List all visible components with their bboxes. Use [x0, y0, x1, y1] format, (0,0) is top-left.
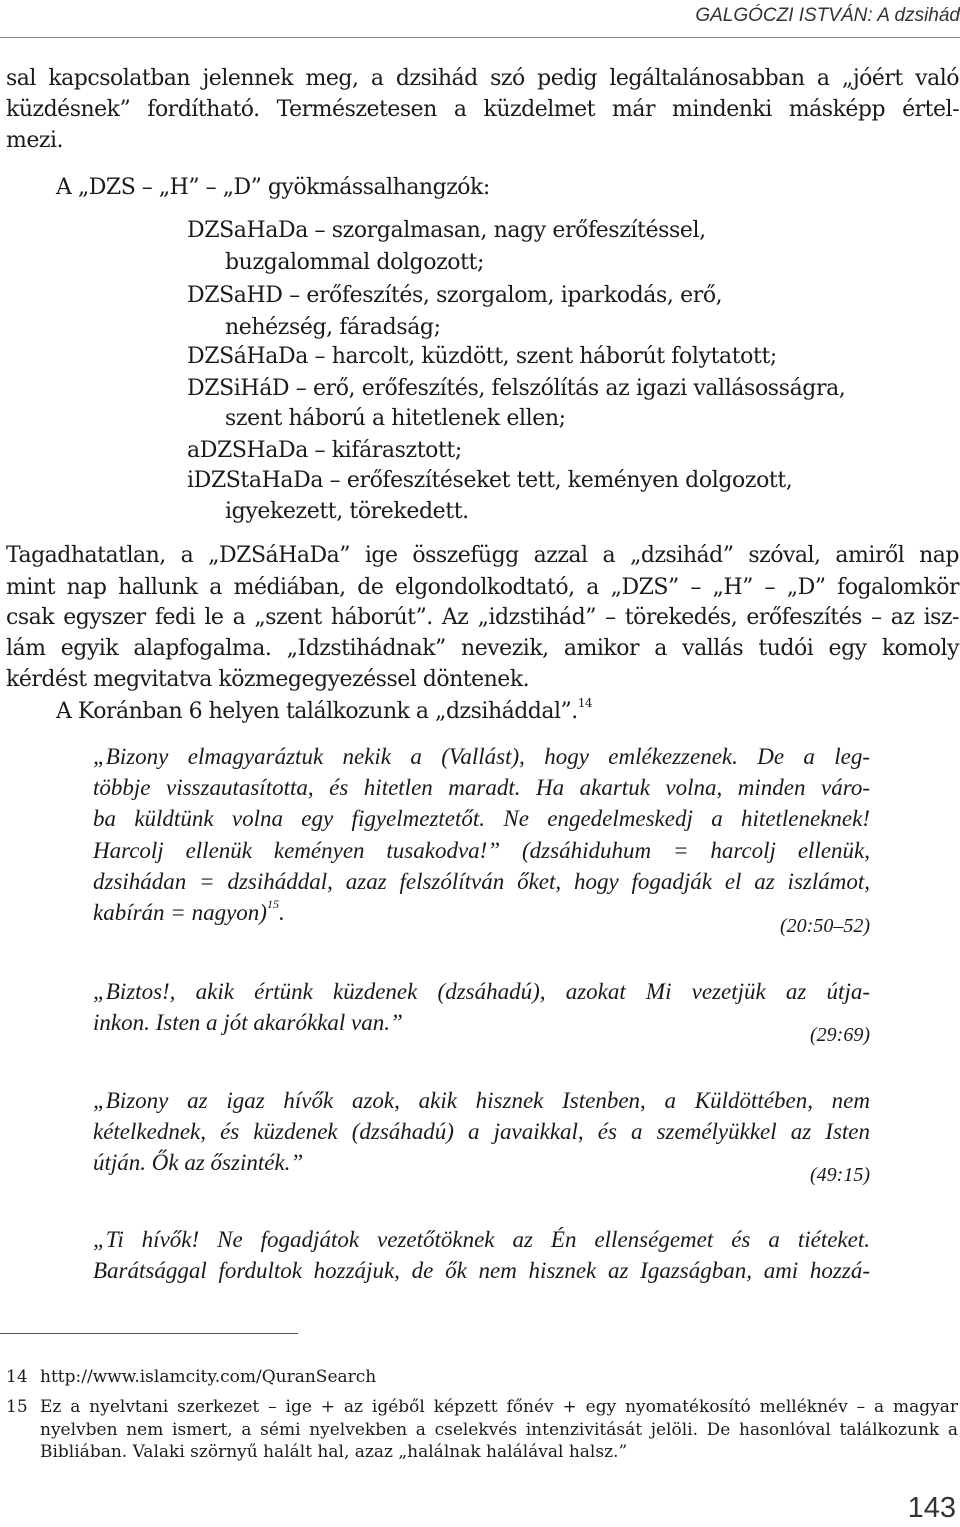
quote-line: „Ti hívők! Ne fogadjátok vezetőtöknek az Én ellenségemet és a tiéteket. [93, 1227, 870, 1252]
definition-term-line: DZSaHaDa – szorgalmasan, nagy erőfeszítéssel, [187, 218, 706, 243]
quote-line: „Biztos!, akik értünk küzdenek (dzsáhadú), azokat Mi vezetjük az útja- [93, 979, 870, 1004]
footnote-number: 14 [6, 1367, 28, 1387]
koran-line [56, 697, 592, 727]
footnote-link[interactable]: http://www.islamcity.com/QuranSearch [40, 1367, 377, 1387]
footnote-marker: 15 [266, 897, 279, 912]
page-number: 143 [907, 1492, 956, 1524]
text-line: küzdésnek” fordítható. Természetesen a küzdelmet már mindenki másképp értel- [6, 97, 959, 122]
quote-line: dzsihádan = dzsiháddal, azaz felszólítván őket, hogy fogadják el az iszlámot, [93, 869, 870, 894]
text-line: Tagadhatatlan, a „DZSáHaDa” ige összefügg azzal a „dzsihád” szóval, amiről nap [6, 543, 959, 568]
definition-term-line: DZSaHD – erőfeszítés, szorgalom, iparkodás, erő, [187, 283, 723, 308]
quote-line-text: kabírán = nagyon) [93, 900, 267, 925]
header-rule [0, 37, 960, 38]
running-header: GALGÓCZI ISTVÁN: A dzsihád [695, 5, 960, 26]
quote-reference: (49:15) [810, 1164, 870, 1186]
text-line: mint nap hallunk a médiában, de elgondolkodtató, a „DZS” – „H” – „D” fogalomkör [6, 575, 959, 600]
quote-line: „Bizony az igaz hívők azok, akik hisznek Istenben, a Küldöttében, nem [93, 1088, 870, 1113]
quote-line: Harcolj ellenük keményen tusakodva!” (dzsáhiduhum = harcolj ellenük, [93, 838, 870, 863]
footnote-text: Ez a nyelvtani szerkezet – ige + az igéből képzett főnév + egy nyomatékosító melléknév – a magyar [40, 1397, 958, 1417]
text-line: mezi. [6, 128, 64, 153]
text-line: kérdést megvitatva közmegegyezéssel döntenek. [6, 667, 530, 692]
text-line: csak egyszer fedi le a „szent háborút”. Az „idzstihád” – törekedés, erőfeszítés – az isz- [6, 605, 959, 630]
quote-line: útján. Ők az őszinték.” [93, 1150, 304, 1175]
quote-line: Barátsággal fordultok hozzájuk, de ők nem hisznek az Igazságban, ami hozzá- [93, 1258, 870, 1283]
definition-term-line: aDZSHaDa – kifárasztott; [187, 438, 462, 463]
quote-line: „Bizony elmagyaráztuk nekik a (Vallást), hogy emlékezzenek. De a leg- [93, 744, 870, 769]
quote-line: inkon. Isten a jót akarókkal van.” [93, 1010, 403, 1035]
footnote-marker: 14 [577, 695, 593, 710]
definition-continuation: igyekezett, törekedett. [225, 499, 469, 524]
quote-line: többje visszautasította, és hitetlen maradt. Ha akartuk volna, minden váro- [93, 775, 870, 800]
roots-intro: A „DZS – „H” – „D” gyökmássalhangzók: [56, 175, 490, 200]
definition-term-line: DZSiHáD – erő, erőfeszítés, felszólítás az igazi vallásosságra, [187, 376, 846, 401]
quote-reference: (20:50–52) [780, 915, 870, 937]
quote-line [93, 898, 870, 928]
text-line: sal kapcsolatban jelennek meg, a dzsihád szó pedig legáltalánosabban a „jóért való [6, 66, 959, 91]
definition-continuation: nehézség, fáradság; [225, 315, 441, 340]
definition-term-line: iDZStaHaDa – erőfeszítéseket tett, keményen dolgozott, [187, 468, 793, 493]
quote-line: ba küldtünk volna egy figyelmeztetőt. Ne engedelmeskedj a hitetleneknek! [93, 806, 870, 831]
footnote-text: nyelvben nem ismert, a sémi nyelvekben a cselekvés intenzivitását jelöli. De hasonlóval találkozunk a [40, 1420, 958, 1440]
quote-reference: (29:69) [810, 1024, 870, 1046]
text-line: lám egyik alapfogalma. „Idzstihádnak” nevezik, amikor a vallás tudói egy komoly [6, 636, 959, 661]
definition-continuation: buzgalommal dolgozott; [225, 250, 485, 275]
definition-continuation: szent háború a hitetlenek ellen; [225, 406, 566, 431]
footnote-rule [0, 1333, 298, 1334]
quote-line-tail: . [278, 900, 285, 925]
definition-term-line: DZSáHaDa – harcolt, küzdött, szent háborút folytatott; [187, 344, 777, 369]
koran-line-text: A Koránban 6 helyen találkozunk a „dzsiháddal”. [56, 699, 578, 724]
footnote-number: 15 [6, 1397, 28, 1417]
quote-line: kételkednek, és küzdenek (dzsáhadú) a javaikkal, és a személyükkel az Isten [93, 1119, 870, 1144]
footnote-text: Bibliában. Valaki szörnyű halált hal, azaz „halálnak halálával halsz.” [40, 1442, 628, 1462]
